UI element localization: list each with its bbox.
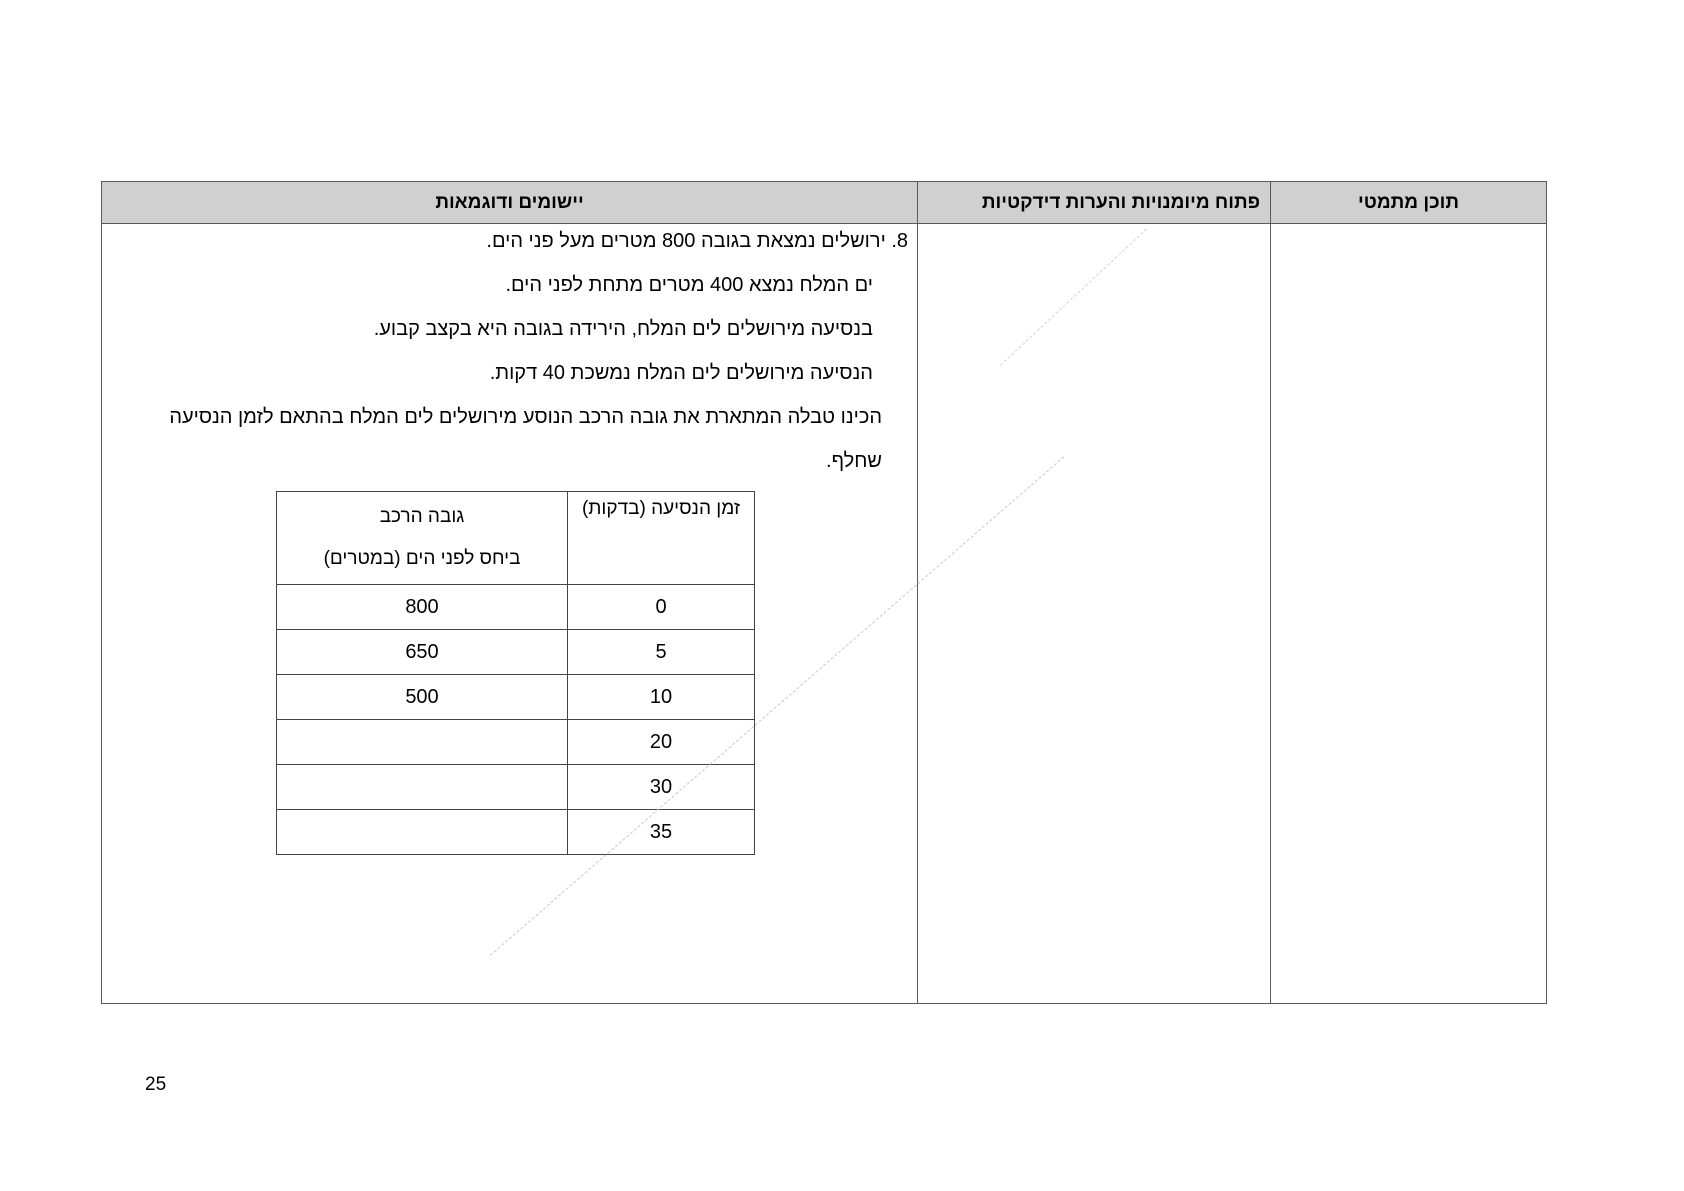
time-cell: 35 (568, 810, 755, 855)
vehicle-height-header-line1: גובה הרכב (379, 506, 465, 527)
header-math-content: תוכן מתמטי (1271, 182, 1547, 224)
height-cell[interactable]: 500 (277, 675, 568, 720)
height-cell[interactable]: 800 (277, 585, 568, 630)
travel-data-table (276, 491, 755, 855)
travel-time-header: זמן הנסיעה (בדקות) (568, 492, 755, 585)
time-cell: 20 (568, 720, 755, 765)
exercise-line: 8. ירושלים נמצאת בגובה 800 מטרים מעל פני הים. (486, 230, 908, 252)
curriculum-table (101, 181, 1547, 1004)
time-cell: 10 (568, 675, 755, 720)
travel-table-header-row (277, 492, 755, 585)
height-cell[interactable] (277, 765, 568, 810)
exercise-line: הנסיעה מירושלים לים המלח נמשכת 40 דקות. (489, 362, 873, 384)
vehicle-height-header (277, 492, 568, 585)
exercise-line: שחלף. (826, 450, 882, 472)
time-cell: 30 (568, 765, 755, 810)
table-row (277, 720, 755, 765)
exercise-line: בנסיעה מירושלים לים המלח, הירידה בגובה היא בקצב קבוע. (373, 318, 873, 340)
didactic-notes-cell (918, 224, 1271, 1004)
height-cell[interactable] (277, 720, 568, 765)
table-row (277, 585, 755, 630)
exercise-8 (102, 224, 917, 1003)
table-row (277, 675, 755, 720)
table-row (277, 810, 755, 855)
exercise-line: ים המלח נמצא 400 מטרים מתחת לפני הים. (505, 274, 873, 296)
time-cell: 0 (568, 585, 755, 630)
page-number: 25 (145, 1074, 167, 1095)
time-cell: 5 (568, 630, 755, 675)
header-row (102, 182, 1547, 224)
height-cell[interactable] (277, 810, 568, 855)
table-row (277, 630, 755, 675)
height-cell[interactable]: 650 (277, 630, 568, 675)
exercise-line: הכינו טבלה המתארת את גובה הרכב הנוסע מירושלים לים המלח בהתאם לזמן הנסיעה (169, 406, 882, 428)
content-row (102, 224, 1547, 1004)
vehicle-height-header-line2: ביחס לפני הים (במטרים) (323, 548, 521, 569)
applications-cell (102, 224, 918, 1004)
header-didactic-notes: פתוח מיומנויות והערות דידקטיות (918, 182, 1271, 224)
math-content-cell (1271, 224, 1547, 1004)
header-applications: יישומים ודוגמאות (102, 182, 918, 224)
